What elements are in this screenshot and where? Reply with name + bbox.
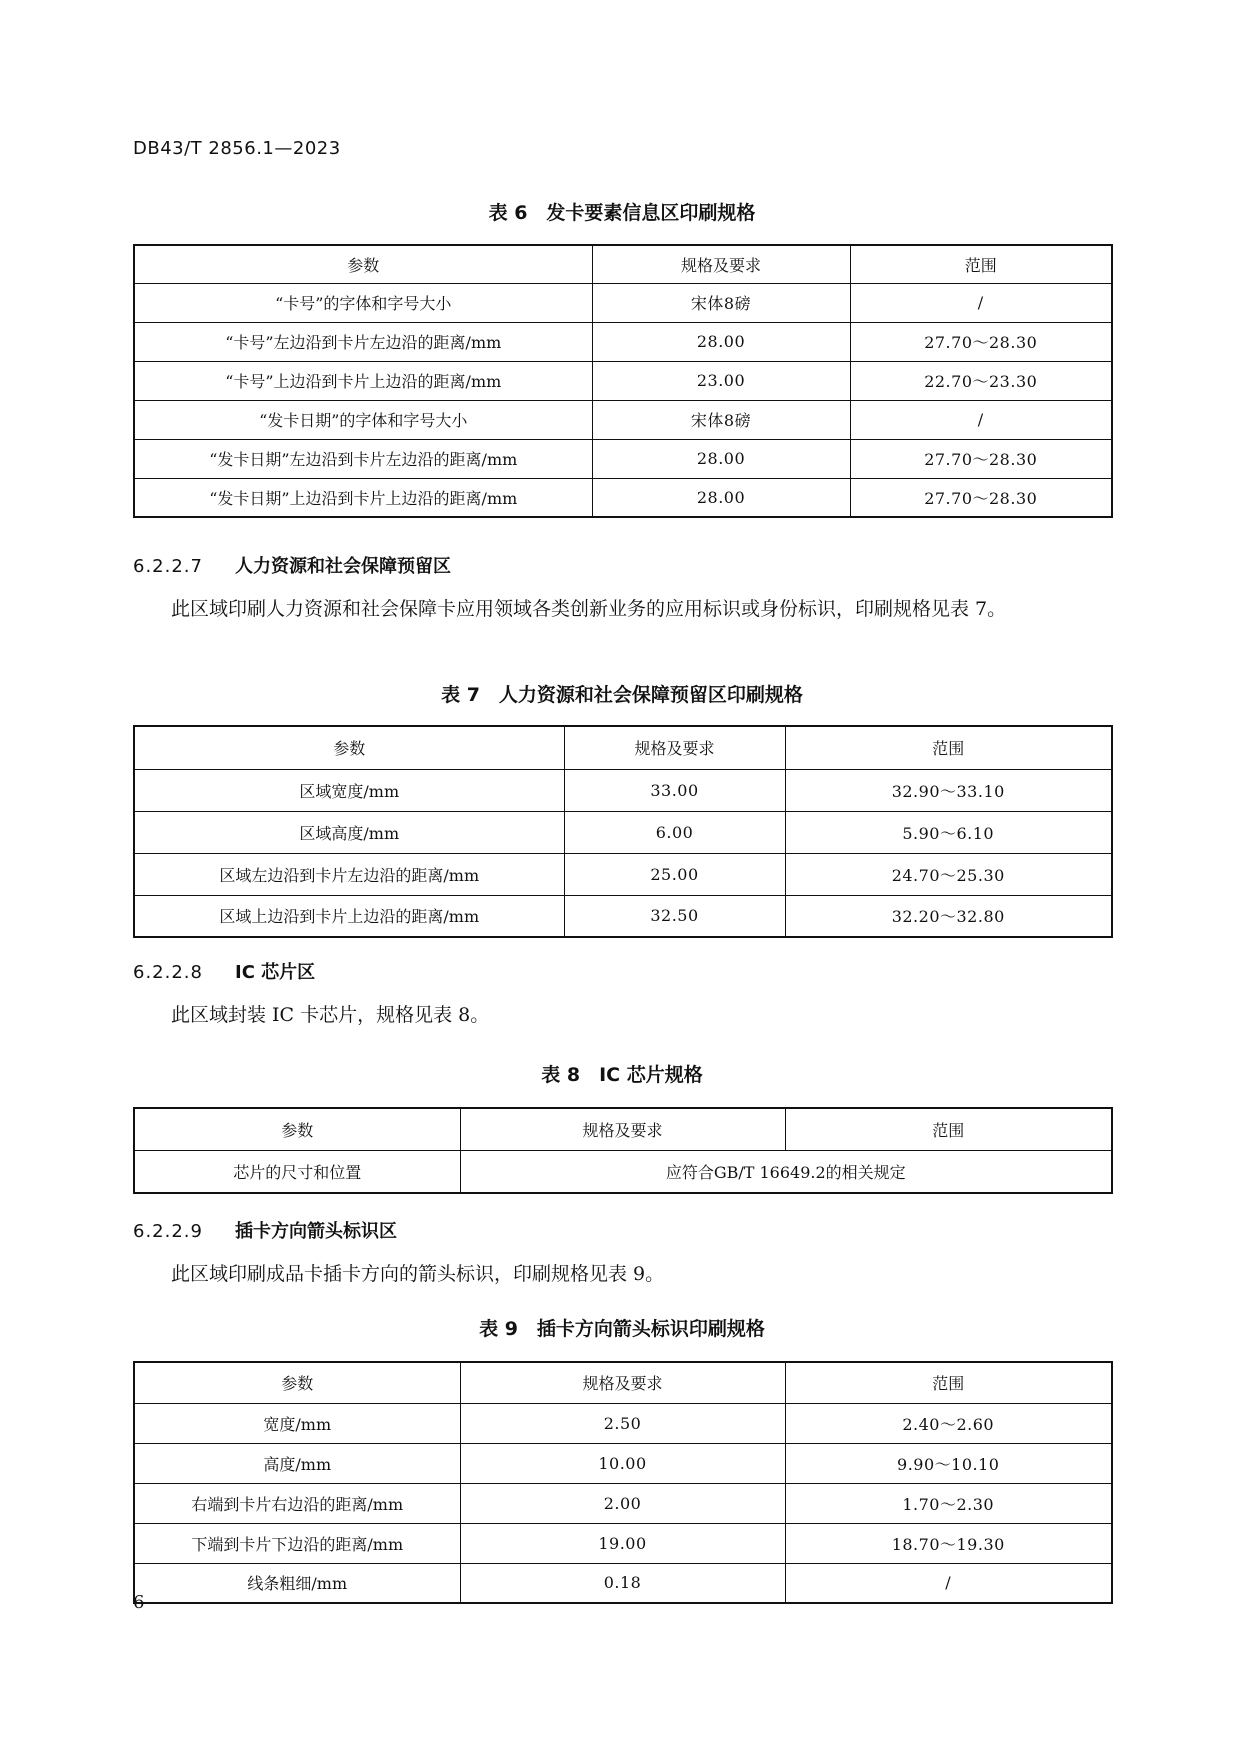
param-cell: 区域上边沿到卡片上边沿的距离/mm (134, 895, 564, 937)
spec-cell: 0.18 (460, 1563, 785, 1603)
range-cell: 27.70～28.30 (850, 322, 1112, 361)
table9-caption: 表 9 插卡方向箭头标识印刷规格 (479, 1318, 765, 1340)
spec-cell: 10.00 (460, 1443, 785, 1483)
spec-cell: 28.00 (592, 478, 850, 517)
range-cell: 27.70～28.30 (850, 478, 1112, 517)
param-cell: “发卡日期”上边沿到卡片上边沿的距离/mm (134, 478, 592, 517)
spec-cell: 19.00 (460, 1523, 785, 1563)
range-cell: 24.70～25.30 (785, 853, 1112, 895)
section-title: 人力资源和社会保障预留区 (235, 556, 451, 577)
spec-cell: 宋体8磅 (592, 283, 850, 322)
table7-header-row (134, 726, 1112, 769)
range-cell: 1.70～2.30 (785, 1483, 1112, 1523)
table-row (134, 1563, 1112, 1603)
document-code: DB43/T 2856.1—2023 (133, 138, 341, 159)
table8-header-row (134, 1108, 1112, 1150)
table-row (134, 1483, 1112, 1523)
table8-caption: 表 8 IC 芯片规格 (541, 1064, 703, 1086)
table7-caption: 表 7 人力资源和社会保障预留区印刷规格 (441, 684, 803, 706)
param-cell: “卡号”的字体和字号大小 (134, 283, 592, 322)
param-cell: 高度/mm (134, 1443, 460, 1483)
param-cell: 区域左边沿到卡片左边沿的距离/mm (134, 853, 564, 895)
param-cell: 区域宽度/mm (134, 769, 564, 811)
table-row (134, 439, 1112, 478)
page-number: 6 (133, 1592, 145, 1613)
spec-cell: 2.50 (460, 1403, 785, 1443)
spec-cell: 33.00 (564, 769, 785, 811)
table-row (134, 1150, 1112, 1193)
param-cell: 芯片的尺寸和位置 (134, 1150, 460, 1193)
spec-cell: 6.00 (564, 811, 785, 853)
param-cell: 区域高度/mm (134, 811, 564, 853)
table9-header-row (134, 1362, 1112, 1403)
table-row (134, 361, 1112, 400)
range-cell: 22.70～23.30 (850, 361, 1112, 400)
param-cell: “卡号”左边沿到卡片左边沿的距离/mm (134, 322, 592, 361)
table7-header-param: 参数 (134, 726, 564, 769)
table8-header-param: 参数 (134, 1108, 460, 1150)
spec-cell: 25.00 (564, 853, 785, 895)
table7 (133, 725, 1113, 938)
param-cell: “卡号”上边沿到卡片上边沿的距离/mm (134, 361, 592, 400)
table-row (134, 1523, 1112, 1563)
table7-header-spec: 规格及要求 (564, 726, 785, 769)
range-cell: 18.70～19.30 (785, 1523, 1112, 1563)
range-cell: 2.40～2.60 (785, 1403, 1112, 1443)
section-number: 6.2.2.8 (133, 962, 203, 983)
section-6228-heading (133, 958, 315, 984)
table6-header-range: 范围 (850, 245, 1112, 283)
param-cell: “发卡日期”左边沿到卡片左边沿的距离/mm (134, 439, 592, 478)
range-cell: 32.90～33.10 (785, 769, 1112, 811)
table9-header-param: 参数 (134, 1362, 460, 1403)
section-6227-paragraph: 此区域印刷人力资源和社会保障卡应用领域各类创新业务的应用标识或身份标识，印刷规格见表 7。 (171, 598, 1007, 620)
table-row (134, 1443, 1112, 1483)
table9-header-range: 范围 (785, 1362, 1112, 1403)
table8-header-spec: 规格及要求 (460, 1108, 785, 1150)
section-6229-paragraph: 此区域印刷成品卡插卡方向的箭头标识，印刷规格见表 9。 (171, 1263, 665, 1285)
table-row (134, 478, 1112, 517)
table-row (134, 811, 1112, 853)
range-cell: 5.90～6.10 (785, 811, 1112, 853)
table-row (134, 853, 1112, 895)
table-row (134, 895, 1112, 937)
table6-header-spec: 规格及要求 (592, 245, 850, 283)
spec-cell: 28.00 (592, 439, 850, 478)
table8 (133, 1107, 1113, 1194)
table6-header-param: 参数 (134, 245, 592, 283)
range-cell: 32.20～32.80 (785, 895, 1112, 937)
section-6227-heading (133, 552, 451, 578)
table6-caption: 表 6 发卡要素信息区印刷规格 (488, 202, 756, 224)
param-cell: “发卡日期”的字体和字号大小 (134, 400, 592, 439)
section-title: 插卡方向箭头标识区 (235, 1221, 397, 1242)
param-cell: 宽度/mm (134, 1403, 460, 1443)
range-cell: / (850, 400, 1112, 439)
section-title: IC 芯片区 (235, 962, 316, 983)
section-number: 6.2.2.7 (133, 556, 203, 577)
table7-header-range: 范围 (785, 726, 1112, 769)
range-cell: / (850, 283, 1112, 322)
section-6229-heading (133, 1217, 397, 1243)
param-cell: 线条粗细/mm (134, 1563, 460, 1603)
section-number: 6.2.2.9 (133, 1221, 203, 1242)
spec-cell: 2.00 (460, 1483, 785, 1523)
spec-cell: 宋体8磅 (592, 400, 850, 439)
table-row (134, 1403, 1112, 1443)
spec-cell: 32.50 (564, 895, 785, 937)
range-cell: 27.70～28.30 (850, 439, 1112, 478)
spec-cell: 应符合GB/T 16649.2的相关规定 (460, 1150, 1112, 1193)
table9-header-spec: 规格及要求 (460, 1362, 785, 1403)
spec-cell: 28.00 (592, 322, 850, 361)
range-cell: 9.90～10.10 (785, 1443, 1112, 1483)
table-row (134, 322, 1112, 361)
range-cell: / (785, 1563, 1112, 1603)
table-row (134, 283, 1112, 322)
param-cell: 右端到卡片右边沿的距离/mm (134, 1483, 460, 1523)
table-row (134, 769, 1112, 811)
table6-header-row (134, 245, 1112, 283)
section-6228-paragraph: 此区域封装 IC 卡芯片，规格见表 8。 (171, 1004, 490, 1026)
table-row (134, 400, 1112, 439)
spec-cell: 23.00 (592, 361, 850, 400)
param-cell: 下端到卡片下边沿的距离/mm (134, 1523, 460, 1563)
table8-header-range: 范围 (785, 1108, 1112, 1150)
table6 (133, 244, 1113, 518)
table9 (133, 1361, 1113, 1604)
